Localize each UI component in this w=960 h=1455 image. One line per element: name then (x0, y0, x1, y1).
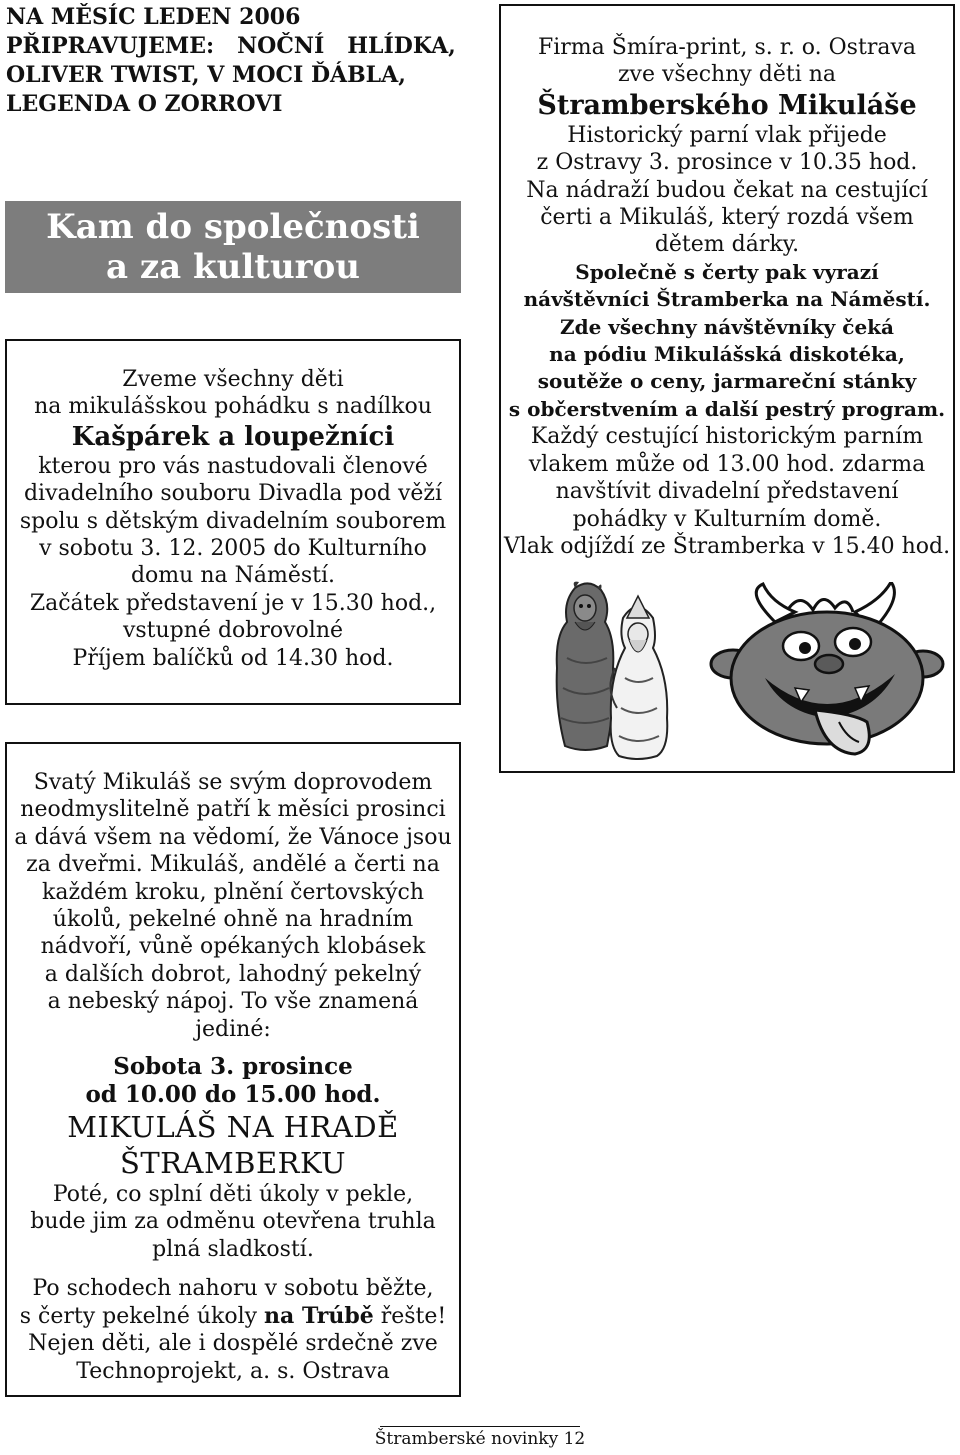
section-banner (5, 201, 461, 293)
mikulas-text: Nejen děti, ale i dospělé srdečně zve (28, 1331, 438, 1357)
mikulas-text: plná sladkostí. (152, 1236, 314, 1262)
mikulas-text: a dává všem na vědomí, že Vánoce jsou (14, 824, 452, 850)
event-date: Sobota 3. prosince (113, 1053, 353, 1081)
mikulas-text: Technoprojekt, a. s. Ostrava (76, 1358, 390, 1384)
puppet-text: domu na Náměstí. (130, 563, 336, 589)
puppet-text: vstupné dobrovolné (122, 618, 344, 644)
event-headline: MIKULÁŠ NA HRADĚ (67, 1110, 399, 1145)
puppet-text: na mikulášskou pohádku s nadílkou (34, 394, 432, 420)
train-text-bold: soutěže o ceny, jarmareční stánky (537, 369, 917, 394)
train-text-bold: Společně s čerty pak vyrazí (575, 259, 879, 284)
puppet-text: Začátek představení je v 15.30 hod., (29, 590, 437, 616)
top-heading-line: NA MĚSÍC LEDEN 2006 (6, 4, 301, 30)
mikulas-text-part: s čerty pekelné úkoly (19, 1303, 265, 1329)
train-text: Na nádraží budou čekat na cestující (526, 177, 928, 203)
train-text: pohádky v Kulturním domě. (572, 506, 882, 532)
train-text: zve všechny děti na (617, 62, 837, 88)
train-text-bold: na pódiu Mikulášská diskotéka, (549, 342, 905, 367)
train-text: vlakem může od 13.00 hod. zdarma (528, 451, 926, 477)
mikulas-text: Svatý Mikuláš se svým doprovodem (33, 770, 433, 795)
puppet-text: v sobotu 3. 12. 2005 do Kulturního (39, 536, 427, 562)
train-text: navštívit divadelní představení (555, 479, 899, 505)
mikulas-text: za dveřmi. Mikuláš, andělé a čerti na (26, 852, 440, 878)
train-text-bold: Zde všechny návštěvníky čeká (560, 314, 894, 339)
top-heading-line: PŘIPRAVUJEME: NOČNÍ HLÍDKA, (6, 33, 456, 59)
top-heading (6, 3, 476, 119)
footer-rule (380, 1426, 580, 1427)
mikulas-text: Po schodech nahoru v sobotu běžte, (32, 1276, 434, 1302)
event-time: od 10.00 do 15.00 hod. (85, 1081, 381, 1109)
puppet-text: Zveme všechny děti (122, 367, 344, 392)
mikulas-text (7, 1303, 459, 1330)
train-text-bold: s občerstvením a další pestrý program. (508, 396, 946, 421)
mikulas-text: neodmyslitelně patří k měsíci prosinci (20, 797, 446, 823)
puppet-show-box (5, 339, 461, 705)
mikulas-text: a nebeský nápoj. To vše znamená jediné: (47, 989, 419, 1042)
mikulas-text: nádvoří, vůně opékaných klobásek (40, 934, 426, 960)
train-text: Firma Šmíra-print, s. r. o. Ostrava (537, 35, 916, 60)
puppet-text: Příjem balíčků od 14.30 hod. (72, 645, 394, 671)
mikulas-text-part: řešte! (373, 1303, 447, 1329)
mikulas-castle-box (5, 742, 461, 1397)
banner-line: a za kulturou (106, 247, 360, 287)
top-heading-line: OLIVER TWIST, V MOCI ĎÁBLA, (6, 62, 406, 88)
mikulas-text: každém kroku, plnění čertovských (42, 879, 424, 905)
train-text: Vlak odjíždí ze Štramberka v 15.40 hod. (503, 533, 951, 559)
mikulas-text: a dalších dobrot, lahodný pekelný (44, 961, 422, 987)
train-text: z Ostravy 3. prosince v 10.35 hod. (536, 150, 918, 176)
train-text: Každý cestující historickým parním (530, 424, 924, 450)
top-heading-line: LEGENDA O ZORROVI (6, 91, 283, 117)
mikulas-text-bold: na Trúbě (264, 1302, 374, 1329)
puppet-text: kterou pro vás nastudovali členové (38, 453, 428, 479)
train-text: dětem dárky. (654, 232, 800, 258)
train-text: čerti a Mikuláš, který rozdá všem (540, 205, 914, 231)
train-text: Historický parní vlak přijede (567, 122, 887, 148)
mikulas-text: bude jim za odměnu otevřena truhla (30, 1209, 436, 1235)
devil-head-icon (705, 582, 945, 762)
event-headline: ŠTRAMBERKU (119, 1146, 347, 1181)
banner-line: Kam do společnosti (46, 207, 420, 247)
mikulas-text: Poté, co splní děti úkoly v pekle, (52, 1182, 414, 1208)
train-text-bold: návštěvníci Štramberka na Náměstí. (523, 287, 931, 312)
train-title: Štramberského Mikuláše (537, 89, 917, 121)
puppet-text: spolu s dětským divadelním souborem (19, 508, 447, 534)
mikulas-text: úkolů, pekelné ohně na hradním (52, 907, 414, 933)
chocolate-figurines-icon (545, 578, 695, 760)
puppet-title: Kašpárek a loupežníci (71, 421, 395, 452)
page-footer: Štramberské novinky 12 (374, 1429, 586, 1449)
puppet-text: divadelního souboru Divadla pod věží (23, 481, 443, 507)
